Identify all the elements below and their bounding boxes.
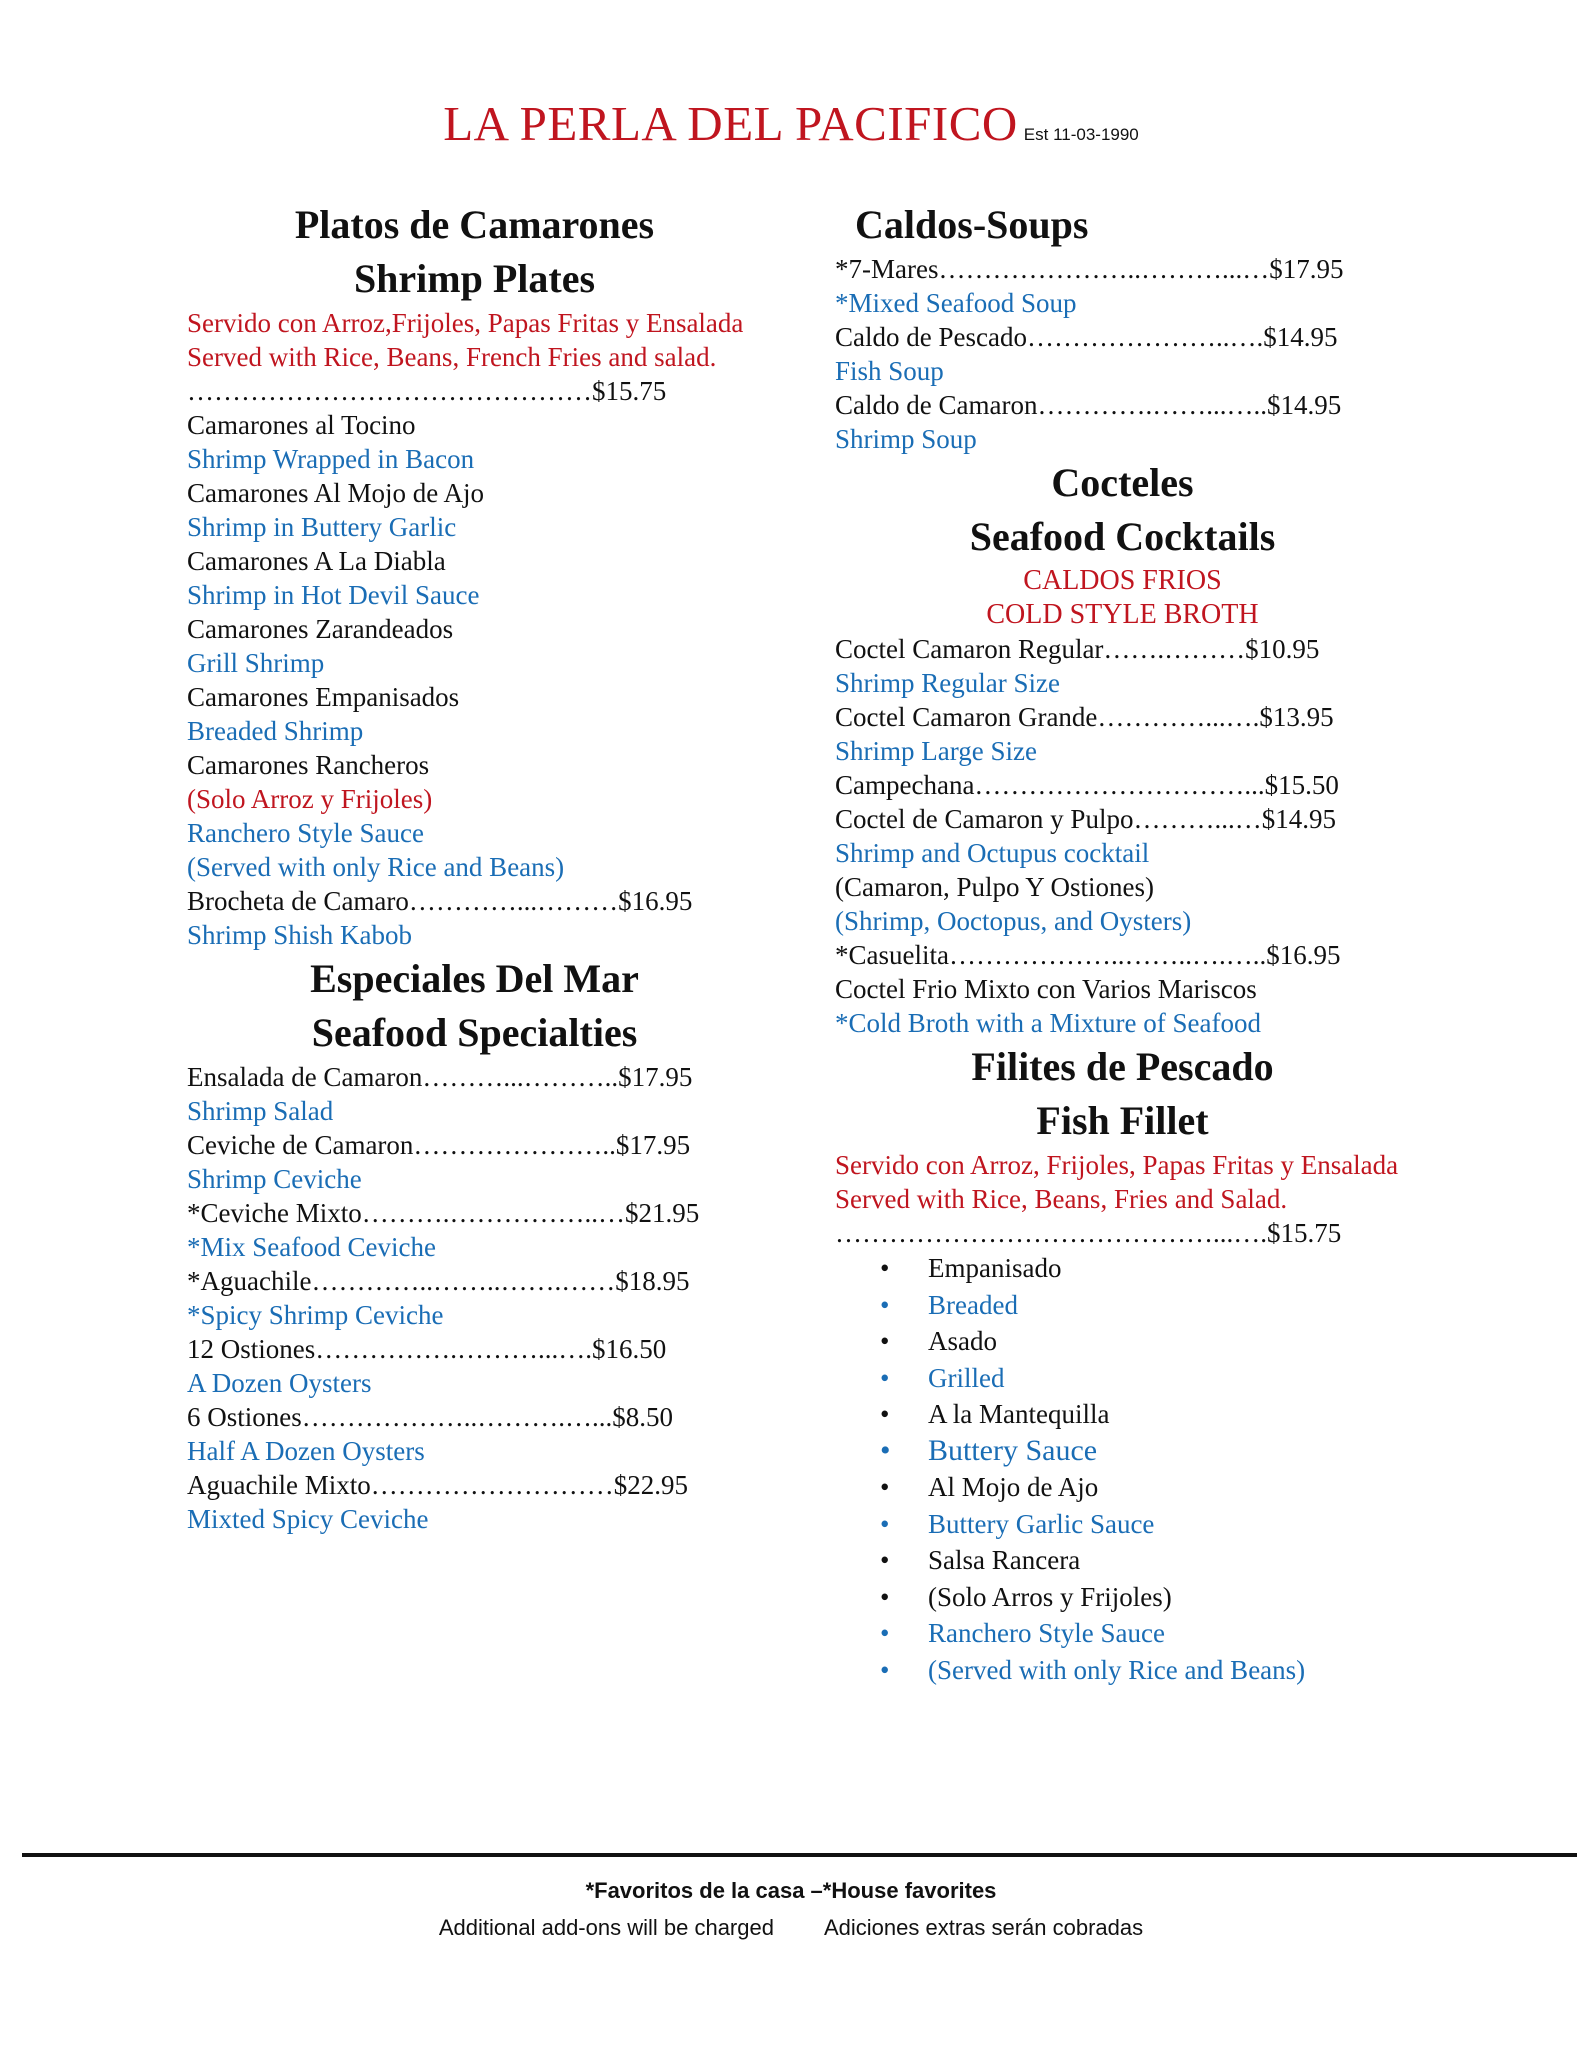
menu-item-line: Coctel Camaron Regular…….………$10.95: [835, 634, 1320, 664]
menu-item-line: A Dozen Oysters: [187, 1368, 372, 1398]
fillet-option-label: Buttery Sauce: [928, 1433, 1098, 1467]
fillet-option: [880, 1287, 1410, 1324]
fillet-served-es: Servido con Arroz, Frijoles, Papas Fritas y Ensalada: [835, 1150, 1399, 1180]
menu-item-line: Ceviche de Camaron…………………..$17.95: [187, 1130, 691, 1160]
bullet-icon: •: [880, 1472, 890, 1502]
menu-item-line: *Cold Broth with a Mixture of Seafood: [835, 1008, 1261, 1038]
fillet-option: [880, 1323, 1410, 1360]
fillet-heading-es: Filites de Pescado: [971, 1044, 1274, 1089]
menu-item-line: Coctel de Camaron y Pulpo………...…$14.95: [835, 804, 1336, 834]
specialties-heading-en: Seafood Specialties: [311, 1010, 638, 1055]
bullet-icon: •: [880, 1433, 891, 1467]
menu-item-line: Grill Shrimp: [187, 648, 325, 678]
fillet-option-label: Ranchero Style Sauce: [928, 1618, 1165, 1648]
addons-note-es: Adiciones extras serán cobradas: [823, 1915, 1144, 1940]
fillet-option-label: Empanisado: [928, 1253, 1062, 1283]
menu-item-line: Shrimp Large Size: [835, 736, 1037, 766]
cocktails-heading-en: Seafood Cocktails: [969, 514, 1276, 559]
restaurant-title: LA PERLA DEL PACIFICO: [443, 96, 1018, 151]
fillet-option: [880, 1652, 1410, 1689]
menu-item-line: *Casuelita………………..……..….…..$16.95: [835, 940, 1341, 970]
fillet-option-label: Buttery Garlic Sauce: [928, 1508, 1155, 1539]
cocktails-subheading-es: CALDOS FRIOS: [1023, 565, 1222, 596]
bullet-icon: •: [880, 1581, 890, 1612]
menu-item-line: Ensalada de Camaron………...………..$17.95: [187, 1062, 693, 1092]
menu-item-line: (Shrimp, Ooctopus, and Oysters): [835, 906, 1192, 936]
menu-item-line: Aguachile Mixto………………………$22.95: [187, 1470, 688, 1500]
menu-item-line: Breaded Shrimp: [187, 716, 364, 746]
specialties-item-list: [187, 1060, 762, 1536]
specialties-heading-es: Especiales Del Mar: [310, 956, 639, 1001]
shrimp-item-list: [187, 408, 762, 952]
menu-item-line: 6 Ostiones………………..……….…...$8.50: [187, 1402, 673, 1432]
fillet-option-label: Al Mojo de Ajo: [928, 1472, 1099, 1502]
menu-item-line: Shrimp Ceviche: [187, 1164, 362, 1194]
menu-item-line: Ranchero Style Sauce: [187, 818, 424, 848]
bullet-icon: •: [880, 1399, 890, 1429]
menu-item-line: Camarones Zarandeados: [187, 614, 454, 644]
menu-item-line: Shrimp in Buttery Garlic: [187, 512, 457, 542]
shrimp-price-line: ………………………………………$15.75: [187, 376, 667, 406]
house-favorites-note: *Favoritos de la casa –*House favorites: [585, 1878, 997, 1903]
menu-item-line: Shrimp Salad: [187, 1096, 334, 1126]
footer-divider: [22, 1853, 1577, 1857]
fillet-option-label: Salsa Rancera: [928, 1545, 1081, 1575]
shrimp-served-es: Servido con Arroz,Frijoles, Papas Fritas y Ensalada: [187, 308, 744, 338]
shrimp-served-en: Served with Rice, Beans, French Fries and salad.: [187, 342, 717, 372]
bullet-icon: •: [880, 1289, 890, 1320]
menu-item-line: Fish Soup: [835, 356, 944, 386]
menu-item-line: Camarones A La Diabla: [187, 546, 446, 576]
fillet-option-label: A la Mantequilla: [928, 1399, 1110, 1429]
bullet-icon: •: [880, 1545, 890, 1575]
soups-item-list: [835, 252, 1410, 456]
menu-item-line: Campechana…………………………...$15.50: [835, 770, 1339, 800]
fillet-option: [880, 1396, 1410, 1433]
bullet-icon: •: [880, 1326, 890, 1356]
cocktails-subheading-en: COLD STYLE BROTH: [986, 599, 1259, 630]
menu-item-line: *Mix Seafood Ceviche: [187, 1232, 436, 1262]
fillet-option: [880, 1469, 1410, 1506]
menu-item-line: (Served with only Rice and Beans): [187, 852, 565, 882]
established-date: Est 11-03-1990: [1023, 125, 1139, 144]
shrimp-heading-es: Platos de Camarones: [294, 202, 655, 247]
menu-item-line: Shrimp in Hot Devil Sauce: [187, 580, 480, 610]
menu-item-line: *Mixed Seafood Soup: [835, 288, 1077, 318]
menu-item-line: Caldo de Pescado…………………..….$14.95: [835, 322, 1338, 352]
menu-item-line: Shrimp Shish Kabob: [187, 920, 413, 950]
fillet-option-label: (Served with only Rice and Beans): [928, 1654, 1306, 1685]
menu-item-line: Shrimp Wrapped in Bacon: [187, 444, 475, 474]
menu-item-line: 12 Ostiones…………….………...….$16.50: [187, 1334, 667, 1364]
fillet-option: [880, 1542, 1410, 1579]
fillet-option: [880, 1506, 1410, 1543]
menu-item-line: Coctel Camaron Grande…………...….$13.95: [835, 702, 1334, 732]
bullet-icon: •: [880, 1618, 890, 1648]
menu-header: [0, 95, 1582, 152]
fillet-served-en: Served with Rice, Beans, Fries and Salad.: [835, 1184, 1288, 1214]
menu-item-line: Shrimp and Octupus cocktail: [835, 838, 1150, 868]
fillet-price-line: ……………………………………...….$15.75: [835, 1218, 1342, 1248]
menu-item-line: *Spicy Shrimp Ceviche: [187, 1300, 444, 1330]
menu-item-line: Coctel Frio Mixto con Varios Mariscos: [835, 974, 1257, 1004]
bullet-icon: •: [880, 1362, 890, 1393]
right-column: [835, 198, 1410, 1688]
cocktails-heading-es: Cocteles: [1051, 460, 1194, 505]
cocktails-item-list: [835, 632, 1410, 1040]
soups-heading: Caldos-Soups: [855, 202, 1089, 247]
fillet-option: [880, 1360, 1410, 1397]
fillet-option: [880, 1250, 1410, 1287]
menu-item-line: Half A Dozen Oysters: [187, 1436, 425, 1466]
bullet-icon: •: [880, 1508, 890, 1539]
menu-item-line: Mixted Spicy Ceviche: [187, 1504, 429, 1534]
menu-item-line: *Ceviche Mixto……….……………..…$21.95: [187, 1198, 700, 1228]
fillet-option-label: Grilled: [928, 1362, 1005, 1393]
fillet-option: [880, 1579, 1410, 1616]
menu-item-line: Caldo de Camaron………….……...…..$14.95: [835, 390, 1342, 420]
fillet-option: [880, 1433, 1410, 1470]
menu-item-line: Shrimp Soup: [835, 424, 977, 454]
fillet-heading-en: Fish Fillet: [1036, 1098, 1209, 1143]
fillet-option: [880, 1615, 1410, 1652]
menu-item-line: Camarones Empanisados: [187, 682, 460, 712]
shrimp-heading-en: Shrimp Plates: [353, 256, 596, 301]
menu-item-line: Camarones Al Mojo de Ajo: [187, 478, 484, 508]
bullet-icon: •: [880, 1654, 890, 1685]
menu-item-line: *Aguachile…………..……..…….……$18.95: [187, 1266, 690, 1296]
bullet-icon: •: [880, 1253, 890, 1283]
fillet-option-label: Asado: [928, 1326, 997, 1356]
menu-item-line: Brocheta de Camaro…………...………$16.95: [187, 886, 693, 916]
addons-note: [0, 1915, 1582, 1941]
left-column: [187, 198, 762, 1536]
menu-item-line: Camarones Rancheros: [187, 750, 430, 780]
menu-item-line: *7-Mares…………………..………...…$17.95: [835, 254, 1344, 284]
menu-item-line: Camarones al Tocino: [187, 410, 416, 440]
addons-note-en: Additional add-ons will be charged: [438, 1915, 774, 1940]
fillet-options-list: [835, 1250, 1410, 1688]
fillet-option-label: (Solo Arros y Frijoles): [928, 1581, 1172, 1612]
fillet-option-label: Breaded: [928, 1289, 1018, 1320]
menu-item-line: Shrimp Regular Size: [835, 668, 1060, 698]
menu-item-line: (Solo Arroz y Frijoles): [187, 784, 433, 814]
menu-item-line: (Camaron, Pulpo Y Ostiones): [835, 872, 1154, 902]
